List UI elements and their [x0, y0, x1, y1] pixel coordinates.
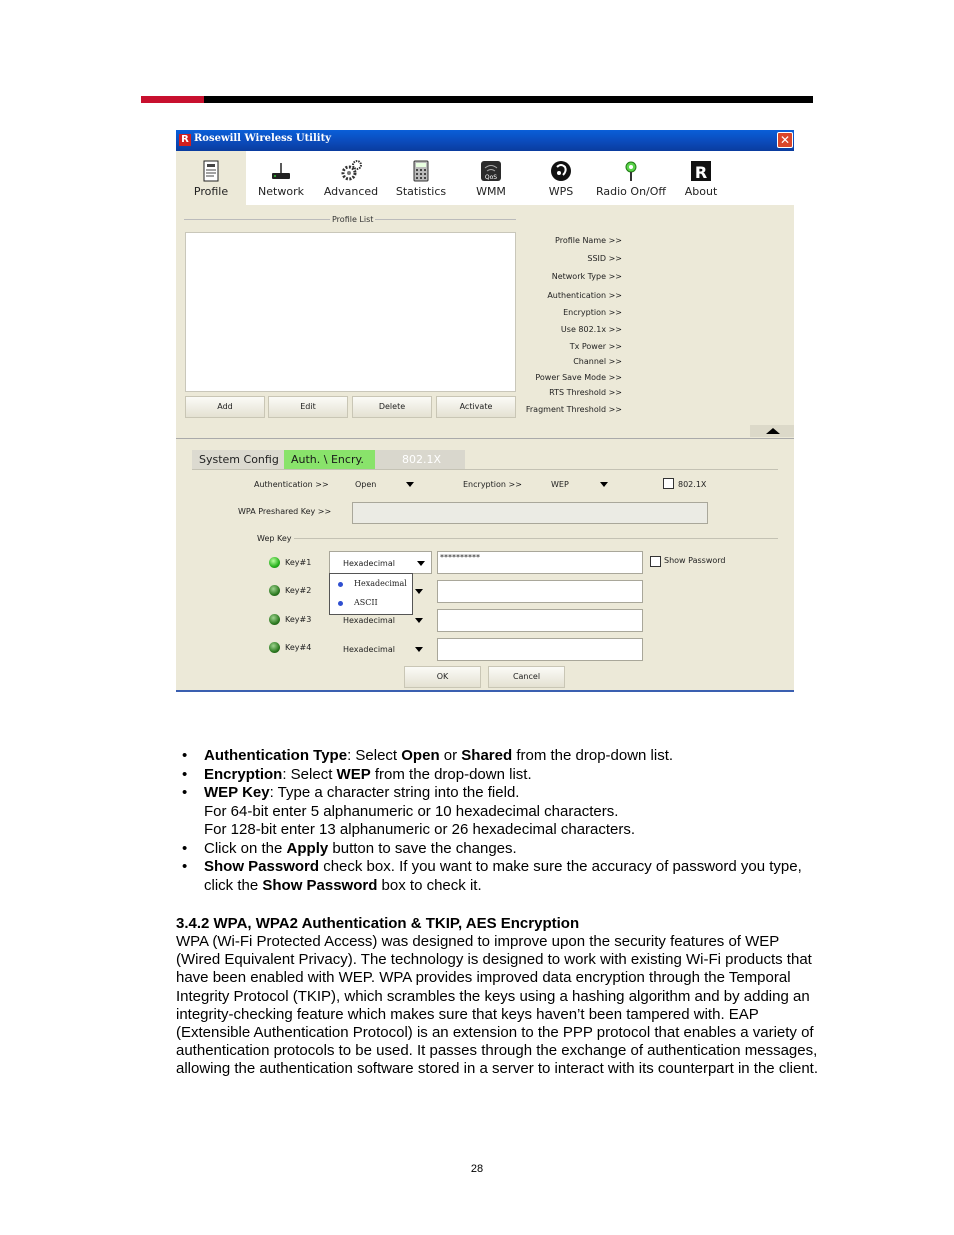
show-password-label: Show Password [664, 556, 726, 565]
list-text: Click on the [204, 839, 287, 857]
tab-system-config[interactable]: System Config [192, 450, 284, 469]
delete-button[interactable]: Delete [352, 396, 432, 418]
dropdown-option-hexadecimal[interactable]: Hexadecimal [334, 577, 407, 591]
info-authentication: Authentication >> [547, 291, 622, 300]
qos-icon [479, 159, 503, 183]
header-rule-red [141, 96, 204, 103]
list-text: For 128-bit enter 13 alphanumeric or 26 hexadecimal characters. [204, 821, 636, 838]
edit-button[interactable]: Edit [268, 396, 348, 418]
key4-label: Key#4 [285, 643, 312, 652]
wps-icon [549, 159, 573, 183]
triangle-up-icon [766, 428, 780, 434]
chevron-down-icon[interactable] [415, 647, 423, 652]
list-text: button to save the changes. [328, 839, 517, 857]
info-ssid: SSID >> [587, 254, 622, 263]
bold-term: WEP [336, 765, 371, 783]
activate-button[interactable]: Activate [436, 396, 516, 418]
psk-input[interactable] [352, 502, 708, 524]
key1-format-select[interactable] [329, 551, 432, 574]
info-use-8021x: Use 802.1x >> [560, 325, 622, 334]
key4-format-value: Hexadecimal [343, 645, 395, 654]
toolbar-statistics[interactable] [386, 151, 456, 205]
section-divider [176, 438, 794, 439]
toolbar-label: WMM [476, 185, 506, 198]
key3-format-value: Hexadecimal [343, 616, 395, 625]
8021x-checkbox[interactable] [663, 478, 674, 489]
key1-radio[interactable] [269, 557, 280, 568]
collapse-button[interactable] [750, 425, 794, 437]
chevron-down-icon[interactable] [600, 482, 608, 487]
toolbar-label: Statistics [395, 185, 447, 198]
info-rts-threshold: RTS Threshold >> [549, 388, 622, 397]
window-title: Rosewill Wireless Utility [194, 133, 332, 144]
list-item [182, 858, 812, 895]
list-text: : Select [282, 765, 337, 783]
toolbar-label: Profile [193, 185, 229, 198]
list-item [182, 784, 812, 840]
header-rule-black [204, 96, 813, 103]
chevron-down-icon[interactable] [406, 482, 414, 487]
app-logo-icon: R [179, 134, 191, 146]
info-power-save: Power Save Mode >> [535, 373, 622, 382]
psk-label: WPA Preshared Key >> [238, 507, 332, 516]
toolbar-profile[interactable] [176, 151, 246, 205]
toolbar-label: About [684, 185, 718, 198]
bold-term: Show Password [262, 876, 378, 894]
bold-term: Shared [461, 747, 513, 764]
info-fragment-threshold: Fragment Threshold >> [525, 405, 622, 414]
chevron-down-icon[interactable] [415, 589, 423, 594]
key1-format-value: Hexadecimal [343, 559, 395, 568]
section-heading: 3.4.2 WPA, WPA2 Authentication & TKIP, AES Encryption [176, 915, 580, 932]
list-text: check box. If you want to make sure the accuracy of password you type, click the [204, 858, 802, 894]
profile-list-label: Profile List [332, 215, 374, 224]
page-number: 28 [470, 1163, 484, 1175]
toolbar-advanced[interactable] [316, 151, 386, 205]
profile-list[interactable] [185, 232, 516, 392]
instruction-list [182, 747, 812, 895]
profile-icon [199, 159, 223, 183]
key2-radio[interactable] [269, 585, 280, 596]
encryption-select[interactable]: WEP [551, 480, 569, 489]
authentication-label: Authentication >> [254, 480, 329, 489]
svg-text:QoS: QoS [484, 174, 498, 181]
about-icon [689, 159, 713, 183]
toolbar-network[interactable] [246, 151, 316, 205]
8021x-label: 802.1X [678, 480, 707, 489]
key3-input[interactable] [437, 609, 643, 632]
key4-format-select[interactable] [329, 638, 432, 661]
list-item [182, 747, 812, 766]
radio-icon [619, 159, 643, 183]
network-router-icon [269, 159, 293, 183]
authentication-select[interactable]: Open [355, 480, 377, 489]
key1-label: Key#1 [285, 558, 312, 567]
toolbar-radio[interactable] [596, 151, 666, 205]
info-profile-name: Profile Name >> [555, 236, 622, 245]
toolbar-label: WPS [548, 185, 574, 198]
section-paragraph: WPA (Wi-Fi Protected Access) was designed to improve upon the security features of WEP (Wired Equivalent Privacy). The technology is designed to work with existing Wi-Fi products that have been enabled with WEP. WPA provides improved data encryption through the Temporal Integrity Protocol (TKIP), which scrambles the keys using a hashing algorithm and by adding an integrity-checking feature which makes sure that keys haven’t been tampered with. EAP (Extensible Authentication Protocol) is an extension to the PPP protocol that enables a variety of authentication protocols to be used. It passes through the exchange of authentication messages, allowing the authentication software stored in a server to interact with its counterpart in the client. [176, 933, 819, 1078]
info-network-type: Network Type >> [551, 272, 622, 281]
info-tx-power: Tx Power >> [569, 342, 622, 351]
list-text: : Select [347, 747, 402, 764]
key2-label: Key#2 [285, 586, 312, 595]
key2-input[interactable] [437, 580, 643, 603]
key3-label: Key#3 [285, 615, 312, 624]
svg-text:R: R [694, 163, 708, 182]
toolbar-label: Network [258, 185, 304, 198]
list-text: : Type a character string into the field. [269, 784, 520, 801]
bold-term: Open [401, 747, 440, 764]
key-format-dropdown [329, 573, 413, 615]
info-encryption: Encryption >> [563, 308, 622, 317]
gears-icon [339, 159, 363, 183]
title-bar[interactable] [176, 130, 794, 151]
bold-term: WEP Key [204, 784, 270, 801]
toolbar-wps[interactable] [526, 151, 596, 205]
calculator-icon [409, 159, 433, 183]
toolbar-wmm[interactable] [456, 151, 526, 205]
tab-divider [192, 469, 778, 470]
info-channel: Channel >> [573, 357, 622, 366]
wep-key-divider [294, 538, 778, 539]
list-item [182, 766, 812, 785]
bold-term: Show Password [204, 858, 320, 875]
bold-term: Apply [286, 839, 329, 857]
chevron-down-icon[interactable] [415, 618, 423, 623]
chevron-down-icon[interactable] [417, 561, 425, 566]
utility-window [176, 130, 794, 692]
list-text: box to check it. [377, 876, 482, 894]
list-text: or [439, 747, 462, 764]
bold-term: Authentication Type [204, 747, 348, 764]
bold-term: Encryption [204, 765, 283, 783]
toolbar [176, 151, 794, 205]
key3-radio[interactable] [269, 614, 280, 625]
tab-auth-encry[interactable]: Auth. \ Encry. [284, 450, 375, 469]
cancel-button[interactable]: Cancel [488, 666, 565, 688]
toolbar-label: Radio On/Off [596, 185, 666, 198]
ok-button[interactable]: OK [404, 666, 481, 688]
toolbar-about[interactable] [666, 151, 736, 205]
list-text: from the drop-down list. [370, 765, 532, 783]
show-password-checkbox[interactable] [650, 556, 661, 567]
key4-radio[interactable] [269, 642, 280, 653]
toolbar-label: Advanced [323, 185, 379, 198]
list-item [182, 840, 812, 859]
wep-key-label: Wep Key [257, 534, 292, 543]
key4-input[interactable] [437, 638, 643, 661]
list-text: from the drop-down list. [512, 747, 674, 764]
dropdown-option-ascii[interactable]: ASCII [334, 596, 378, 610]
key1-input[interactable] [437, 551, 643, 574]
add-button[interactable]: Add [185, 396, 265, 418]
list-text: For 64-bit enter 5 alphanumeric or 10 hexadecimal characters. [204, 802, 619, 820]
encryption-label: Encryption >> [463, 480, 522, 489]
close-button[interactable]: ✕ [777, 132, 793, 148]
tab-8021x[interactable]: 802.1X [375, 450, 465, 469]
key1-value: ********** [440, 553, 480, 562]
